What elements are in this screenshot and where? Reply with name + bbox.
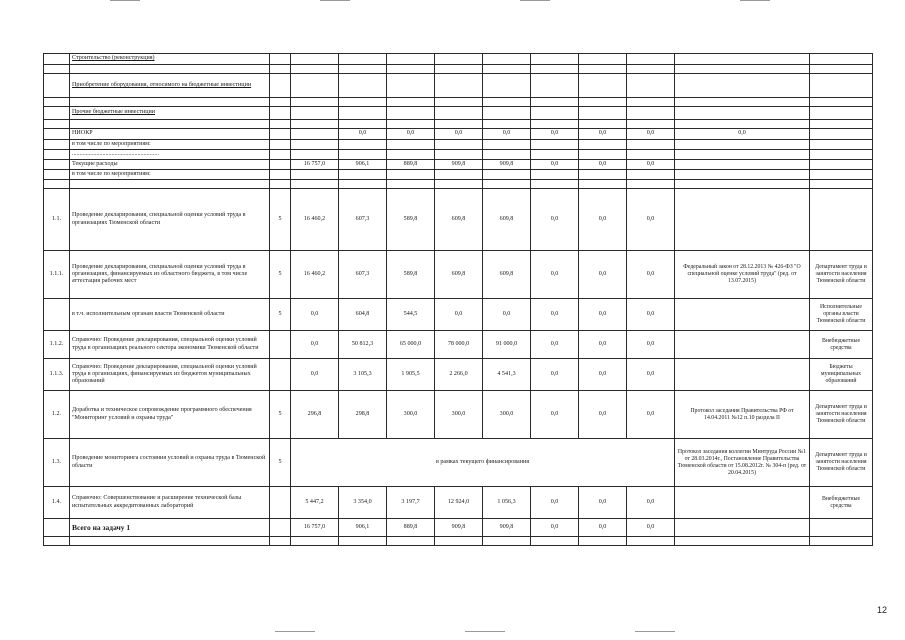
table-row: [44, 150, 873, 160]
code-cell: 5: [270, 299, 291, 331]
value-cell: 0,0: [531, 299, 579, 331]
table-row: [44, 129, 873, 140]
value-cell: 16 757,0: [291, 160, 339, 170]
row-number: 1.1.1.: [44, 251, 70, 299]
table-row: [44, 180, 873, 189]
row-number: 1.1.: [44, 189, 70, 251]
legal-basis: Протокол заседания Правительства РФ от 14.04.2011 №12 п.10 раздела II: [675, 391, 810, 439]
row-label: Текущие расходы: [70, 160, 270, 170]
value-cell: 0,0: [579, 487, 627, 519]
value-cell: 300,0: [387, 391, 435, 439]
table-row: [44, 487, 873, 519]
value-cell: 0,0: [435, 129, 483, 140]
row-label: Прочие бюджетные инвестиции: [70, 107, 270, 120]
value-cell: 0,0: [627, 331, 675, 359]
row-label: Справочно: Проведение декларирования, специальной оценки условий труда в организациях, финансируемых из бюджетов муниципальных образований: [70, 359, 270, 391]
value-cell: 909,8: [483, 519, 531, 537]
table-row: [44, 391, 873, 439]
row-number: 1.2.: [44, 391, 70, 439]
legal-basis: Федеральный закон от 28.12.2013 № 426-ФЗ "О специальной оценке условий труда" (ред. от 13.07.2015): [675, 251, 810, 299]
table-row: [44, 331, 873, 359]
value-cell: 0,0: [531, 251, 579, 299]
value-cell: 0,0: [531, 331, 579, 359]
executor: Департамент труда и занятости населения Тюменской области: [810, 391, 873, 439]
value-cell: 3 105,3: [339, 359, 387, 391]
value-cell: 0,0: [387, 129, 435, 140]
table-row: [44, 251, 873, 299]
row-label: в т.ч. исполнительным органам власти Тюменской области: [70, 299, 270, 331]
row-label: НИОКР: [70, 129, 270, 140]
executor: Внебюджетные средства: [810, 331, 873, 359]
table-row: [44, 189, 873, 251]
total-row: [44, 519, 873, 537]
value-cell: 0,0: [627, 391, 675, 439]
value-cell: 0,0: [483, 129, 531, 140]
value-cell: 16 757,0: [291, 519, 339, 537]
scan-edge-mark: [635, 631, 675, 632]
value-cell: 589,8: [387, 251, 435, 299]
code-cell: 5: [270, 189, 291, 251]
value-cell: 906,1: [339, 519, 387, 537]
table-row: [44, 65, 873, 74]
scan-edge-mark: [465, 631, 505, 632]
row-label: Доработка и техническое сопровождение программного обеспечения "Мониторинг условий и охраны труда": [70, 391, 270, 439]
value-cell: 0,0: [627, 251, 675, 299]
row-number: 1.4.: [44, 487, 70, 519]
value-cell: 16 460,2: [291, 251, 339, 299]
value-cell: 91 000,0: [483, 331, 531, 359]
value-cell: 909,8: [483, 160, 531, 170]
scan-edge-mark: [740, 0, 770, 1]
value-cell: 0,0: [531, 487, 579, 519]
value-cell: 0,0: [291, 331, 339, 359]
value-cell: 300,0: [483, 391, 531, 439]
row-number: 1.1.2.: [44, 331, 70, 359]
code-cell: 5: [270, 251, 291, 299]
executor: Внебюджетные средства: [810, 487, 873, 519]
value-cell: 889,8: [387, 160, 435, 170]
row-label: Строительство (реконструкция): [70, 54, 270, 65]
value-cell: 0,0: [531, 129, 579, 140]
table-row: [44, 537, 873, 546]
budget-table: [43, 53, 873, 546]
value-cell: 4 541,3: [483, 359, 531, 391]
value-cell: 0,0: [531, 391, 579, 439]
value-cell: 65 000,0: [387, 331, 435, 359]
value-cell: 78 000,0: [435, 331, 483, 359]
value-cell: 589,8: [387, 189, 435, 251]
row-number: 1.1.3.: [44, 359, 70, 391]
scan-edge-mark: [110, 0, 140, 1]
row-label: Приобретение оборудования, относимого на бюджетные инвестиции: [70, 74, 270, 98]
value-cell: 889,8: [387, 519, 435, 537]
table-row: [44, 120, 873, 129]
value-cell: 0,0: [627, 189, 675, 251]
value-cell: 909,8: [435, 519, 483, 537]
value-cell: 298,8: [339, 391, 387, 439]
row-label: .........................................................: [70, 150, 270, 160]
value-cell: 0,0: [291, 299, 339, 331]
value-cell: 12 924,0: [435, 487, 483, 519]
table-row: [44, 359, 873, 391]
table-row: [44, 98, 873, 107]
table-row: [44, 107, 873, 120]
code-cell: 5: [270, 391, 291, 439]
value-cell: 0,0: [531, 519, 579, 537]
row-label: Проведение мониторинга состояния условий и охраны труда в Тюменской области: [70, 439, 270, 487]
value-cell: 300,0: [435, 391, 483, 439]
value-cell: 3 354,0: [339, 487, 387, 519]
value-cell: 906,1: [339, 160, 387, 170]
scan-edge-mark: [320, 0, 350, 1]
row-label: Проведение декларирования, специальной оценки условий труда в организациях, финансируемых из областного бюджета, в том числе аттестация рабочих мест: [70, 251, 270, 299]
value-cell: 0,0: [579, 359, 627, 391]
value-cell: 0,0: [483, 299, 531, 331]
value-cell: 0,0: [627, 487, 675, 519]
scan-edge-mark: [275, 631, 315, 632]
value-cell: 1 056,3: [483, 487, 531, 519]
value-cell: 0,0: [339, 129, 387, 140]
value-cell: 0,0: [435, 299, 483, 331]
value-cell: 296,8: [291, 391, 339, 439]
value-cell: 609,8: [435, 189, 483, 251]
value-cell: 0,0: [579, 160, 627, 170]
value-cell: 0,0: [627, 129, 675, 140]
value-cell: 0,0: [579, 391, 627, 439]
value-cell: 2 266,0: [435, 359, 483, 391]
value-cell: 0,0: [579, 251, 627, 299]
value-cell: 607,3: [339, 251, 387, 299]
value-cell: 0,0: [531, 189, 579, 251]
value-cell: 0,0: [627, 299, 675, 331]
row-label: в том числе по мероприятиям:: [70, 140, 270, 150]
value-cell: 604,8: [339, 299, 387, 331]
value-cell: 5 447,2: [291, 487, 339, 519]
value-cell: 609,8: [483, 251, 531, 299]
value-cell: 0,0: [579, 299, 627, 331]
value-cell: 607,3: [339, 189, 387, 251]
value-cell: 3 197,7: [387, 487, 435, 519]
table-row: [44, 74, 873, 98]
legal-basis: Протокол заседания коллегии Минтруда России №1 от 28.03.2014г., Постановление Правительства Тюменской области от 15.08.2012г. № 304-п (ред. от 20.04.2015): [675, 439, 810, 487]
table-row: [44, 439, 873, 487]
row-label: Справочно: Совершенствование и расширение технической базы испытательных аккредитованных лабораторий: [70, 487, 270, 519]
row-label: Справочно: Проведение декларирования, специальной оценки условий труда в организациях реального сектора экономики Тюменской области: [70, 331, 270, 359]
page-number: 12: [876, 605, 887, 615]
value-cell: 0,0: [531, 160, 579, 170]
merged-financing-note: в рамках текущего финансирования: [291, 439, 675, 487]
scan-edge-mark: [520, 0, 550, 1]
value-cell: 0,0: [627, 519, 675, 537]
value-cell: 50 812,3: [339, 331, 387, 359]
executor: Департамент труда и занятости населения Тюменской области: [810, 439, 873, 487]
row-label: в том числе по мероприятиям:: [70, 170, 270, 180]
value-cell: 0,0: [579, 129, 627, 140]
value-cell: 0,0: [579, 189, 627, 251]
table-row: [44, 299, 873, 331]
table-row: [44, 170, 873, 180]
executor: Бюджеты муниципальных образований: [810, 359, 873, 391]
value-cell: 609,8: [435, 251, 483, 299]
value-cell: 1 905,5: [387, 359, 435, 391]
value-cell: 0,0: [627, 160, 675, 170]
value-cell: 544,5: [387, 299, 435, 331]
row-label: Проведение декларирования, специальной оценки условий труда в организациях Тюменской области: [70, 189, 270, 251]
value-cell: 609,8: [483, 189, 531, 251]
value-cell: 0,0: [531, 359, 579, 391]
total-label: Всего на задачу 1: [70, 519, 270, 537]
table-row: [44, 140, 873, 150]
value-cell: 0,0: [675, 129, 810, 140]
value-cell: 0,0: [627, 359, 675, 391]
value-cell: 16 460,2: [291, 189, 339, 251]
value-cell: 0,0: [579, 331, 627, 359]
value-cell: 0,0: [291, 359, 339, 391]
table-row: [44, 160, 873, 170]
executor: Исполнительные органы власти Тюменской области: [810, 299, 873, 331]
code-cell: 5: [270, 439, 291, 487]
table-row: [44, 54, 873, 65]
value-cell: 909,8: [435, 160, 483, 170]
row-number: 1.3.: [44, 439, 70, 487]
executor: Департамент труда и занятости населения Тюменской области: [810, 251, 873, 299]
value-cell: 0,0: [579, 519, 627, 537]
